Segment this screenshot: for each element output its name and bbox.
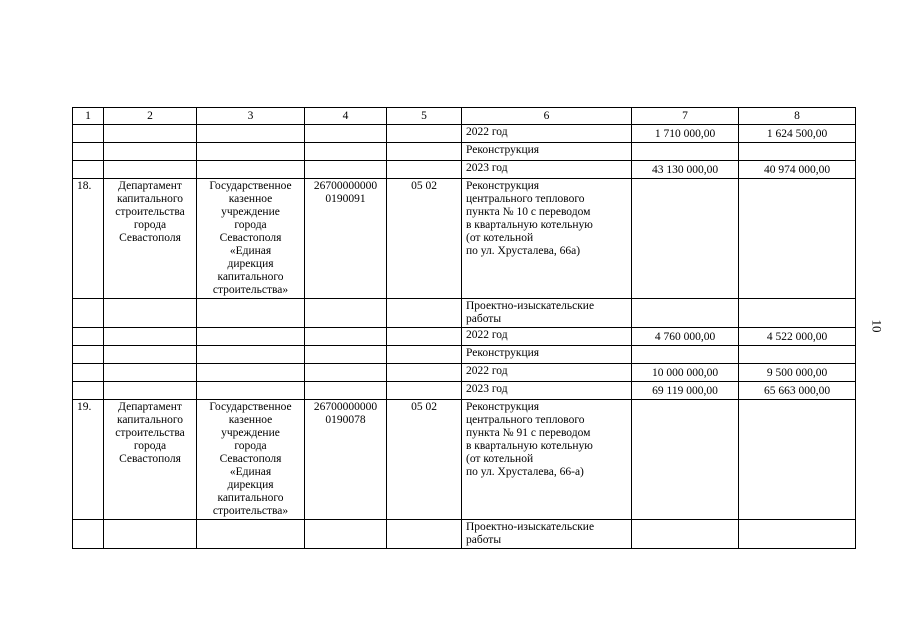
amount-col7: 43 130 000,00	[632, 161, 739, 179]
column-number-header: 1	[73, 108, 104, 125]
amount-col8: 1 624 500,00	[739, 125, 856, 143]
amount-col7	[632, 346, 739, 364]
empty-cell	[73, 143, 104, 161]
empty-cell	[104, 382, 197, 400]
empty-cell	[387, 328, 462, 346]
empty-cell	[197, 143, 305, 161]
column-number-header: 2	[104, 108, 197, 125]
empty-cell	[387, 125, 462, 143]
amount-col8	[739, 299, 856, 328]
empty-cell	[73, 346, 104, 364]
empty-cell	[387, 364, 462, 382]
table-row	[73, 161, 856, 179]
row-label: 2022 год	[462, 364, 632, 382]
empty-cell	[305, 299, 387, 328]
amount-col8: 40 974 000,00	[739, 161, 856, 179]
amount-col7: 4 760 000,00	[632, 328, 739, 346]
empty-cell	[305, 328, 387, 346]
amount-col7: 1 710 000,00	[632, 125, 739, 143]
amount-col8: 9 500 000,00	[739, 364, 856, 382]
table-header-row	[73, 108, 856, 125]
empty-cell	[104, 299, 197, 328]
empty-cell	[197, 382, 305, 400]
empty-cell	[197, 125, 305, 143]
empty-cell	[305, 143, 387, 161]
amount-col7	[632, 299, 739, 328]
amount-col7	[632, 520, 739, 549]
empty-cell	[73, 299, 104, 328]
department-name: Департамент капитального строительства города Севастополя	[104, 179, 197, 299]
empty-cell	[73, 520, 104, 549]
budget-code: 26700000000 0190078	[305, 400, 387, 520]
empty-cell	[73, 161, 104, 179]
amount-col8	[739, 346, 856, 364]
empty-cell	[632, 400, 739, 520]
table-row	[73, 299, 856, 328]
budget-table	[72, 107, 856, 549]
empty-cell	[387, 143, 462, 161]
empty-cell	[104, 520, 197, 549]
empty-cell	[387, 161, 462, 179]
column-number-header: 8	[739, 108, 856, 125]
empty-cell	[104, 364, 197, 382]
empty-cell	[104, 346, 197, 364]
amount-col8	[739, 143, 856, 161]
object-description: Реконструкция центрального теплового пункта № 10 с переводом в квартальную котельную (от котельной по ул. Хрусталева, 66а)	[462, 179, 632, 299]
empty-cell	[739, 179, 856, 299]
empty-cell	[104, 143, 197, 161]
empty-cell	[73, 125, 104, 143]
table-row	[73, 143, 856, 161]
column-number-header: 6	[462, 108, 632, 125]
empty-cell	[387, 382, 462, 400]
column-number-header: 5	[387, 108, 462, 125]
entry-main-row	[73, 179, 856, 299]
table-row	[73, 382, 856, 400]
row-label: Проектно-изыскательские работы	[462, 520, 632, 549]
section-code: 05 02	[387, 179, 462, 299]
page-number: 10	[869, 319, 885, 333]
object-description: Реконструкция центрального теплового пункта № 91 с переводом в квартальную котельную (от котельной по ул. Хрусталева, 66-а)	[462, 400, 632, 520]
empty-cell	[632, 179, 739, 299]
empty-cell	[197, 161, 305, 179]
institution-name: Государственное казенное учреждение города Севастополя «Единая дирекция капитального строительства»	[197, 400, 305, 520]
empty-cell	[197, 299, 305, 328]
row-label: Реконструкция	[462, 143, 632, 161]
table-row	[73, 125, 856, 143]
empty-cell	[305, 364, 387, 382]
row-label: Реконструкция	[462, 346, 632, 364]
empty-cell	[739, 400, 856, 520]
empty-cell	[305, 161, 387, 179]
column-number-header: 7	[632, 108, 739, 125]
empty-cell	[387, 346, 462, 364]
empty-cell	[197, 364, 305, 382]
amount-col8: 65 663 000,00	[739, 382, 856, 400]
department-name: Департамент капитального строительства города Севастополя	[104, 400, 197, 520]
empty-cell	[104, 328, 197, 346]
empty-cell	[305, 346, 387, 364]
empty-cell	[197, 520, 305, 549]
entry-number: 18.	[73, 179, 104, 299]
amount-col7: 69 119 000,00	[632, 382, 739, 400]
amount-col7: 10 000 000,00	[632, 364, 739, 382]
table-row	[73, 364, 856, 382]
institution-name: Государственное казенное учреждение города Севастополя «Единая дирекция капитального строительства»	[197, 179, 305, 299]
row-label: 2022 год	[462, 125, 632, 143]
row-label: 2023 год	[462, 161, 632, 179]
budget-code: 26700000000 0190091	[305, 179, 387, 299]
empty-cell	[73, 328, 104, 346]
amount-col8: 4 522 000,00	[739, 328, 856, 346]
row-label: Проектно-изыскательские работы	[462, 299, 632, 328]
table-row	[73, 328, 856, 346]
empty-cell	[305, 382, 387, 400]
empty-cell	[387, 299, 462, 328]
empty-cell	[387, 520, 462, 549]
empty-cell	[197, 328, 305, 346]
entry-main-row	[73, 400, 856, 520]
column-number-header: 4	[305, 108, 387, 125]
empty-cell	[104, 125, 197, 143]
column-number-header: 3	[197, 108, 305, 125]
entry-number: 19.	[73, 400, 104, 520]
table-row	[73, 520, 856, 549]
empty-cell	[305, 520, 387, 549]
amount-col8	[739, 520, 856, 549]
amount-col7	[632, 143, 739, 161]
empty-cell	[73, 382, 104, 400]
row-label: 2022 год	[462, 328, 632, 346]
empty-cell	[305, 125, 387, 143]
row-label: 2023 год	[462, 382, 632, 400]
empty-cell	[104, 161, 197, 179]
section-code: 05 02	[387, 400, 462, 520]
empty-cell	[73, 364, 104, 382]
table-row	[73, 346, 856, 364]
empty-cell	[197, 346, 305, 364]
